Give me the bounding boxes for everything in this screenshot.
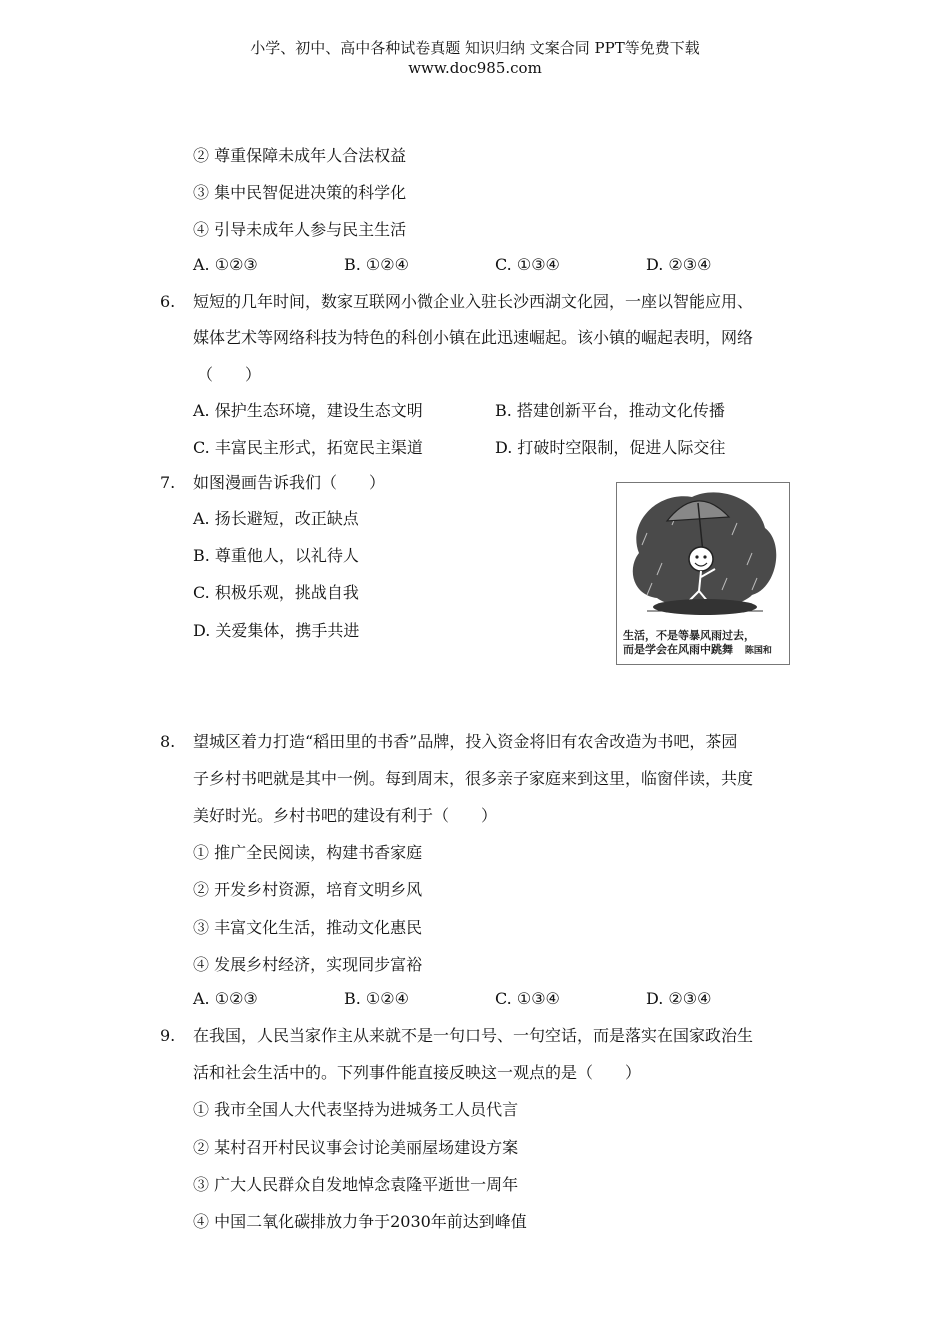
q8-stem-line-2: 子乡村书吧就是其中一例。每到周末，很多亲子家庭来到这里，临窗伴读，共度 — [193, 769, 754, 788]
q5-item-2: ② 尊重保障未成年人合法权益 — [193, 146, 407, 165]
q9-stem-line-1: 在我国，人民当家作主从来就不是一句口号、一句空话，而是落实在国家政治生 — [193, 1026, 754, 1045]
q5-option-c: C. ①③④ — [495, 255, 560, 274]
q8-item-1: ① 推广全民阅读，构建书香家庭 — [193, 843, 423, 862]
q9-item-4: ④ 中国二氧化碳排放力争于2030年前达到峰值 — [193, 1212, 527, 1231]
q6-stem-line-2: 媒体艺术等网络科技为特色的科创小镇在此迅速崛起。该小镇的崛起表明，网络 — [193, 328, 754, 347]
header-url: www.doc985.com — [408, 59, 542, 77]
q6-option-d: D. 打破时空限制，促进人际交往 — [495, 438, 726, 457]
q8-option-a: A. ①②③ — [193, 989, 258, 1008]
q6-number: 6. — [160, 292, 176, 311]
q6-stem-line-3: （ ） — [197, 365, 262, 384]
q7-option-d: D. 关爱集体，携手共进 — [193, 621, 360, 640]
q7-option-a: A. 扬长避短，改正缺点 — [193, 509, 359, 528]
q9-stem-line-2: 活和社会生活中的。下列事件能直接反映这一观点的是（ ） — [193, 1063, 642, 1082]
q9-item-1: ① 我市全国人大代表坚持为进城务工人员代言 — [193, 1100, 519, 1119]
q8-option-d: D. ②③④ — [646, 989, 712, 1008]
q8-item-2: ② 开发乡村资源，培育文明乡风 — [193, 880, 423, 899]
q6-option-a: A. 保护生态环境，建设生态文明 — [193, 401, 423, 420]
q8-option-c: C. ①③④ — [495, 989, 560, 1008]
q8-item-4: ④ 发展乡村经济，实现同步富裕 — [193, 955, 423, 974]
q8-stem-line-3: 美好时光。乡村书吧的建设有利于（ ） — [193, 806, 498, 825]
cartoon-caption-line-2: 而是学会在风雨中跳舞 — [623, 643, 733, 656]
q7-option-c: C. 积极乐观，挑战自我 — [193, 583, 359, 602]
header-line-1: 小学、初中、高中各种试卷真题 知识归纳 文案合同 PPT等免费下载 — [250, 39, 700, 57]
q5-option-d: D. ②③④ — [646, 255, 712, 274]
q8-stem-line-1: 望城区着力打造“稻田里的书香”品牌，投入资金将旧有农舍改造为书吧，茶园 — [193, 732, 738, 751]
q9-number: 9. — [160, 1026, 176, 1045]
cartoon-author: 陈国和 — [744, 646, 772, 656]
q9-item-3: ③ 广大人民群众自发地悼念袁隆平逝世一周年 — [193, 1175, 519, 1194]
q8-number: 8. — [160, 732, 176, 751]
cartoon-figure — [616, 482, 790, 665]
q5-item-4: ④ 引导未成年人参与民主生活 — [193, 220, 407, 239]
q6-option-c: C. 丰富民主形式，拓宽民主渠道 — [193, 438, 423, 457]
q5-option-a: A. ①②③ — [193, 255, 258, 274]
q9-item-2: ② 某村召开村民议事会讨论美丽屋场建设方案 — [193, 1138, 519, 1157]
page-header — [0, 38, 950, 78]
q6-stem-line-1: 短短的几年时间，数家互联网小微企业入驻长沙西湖文化园，一座以智能应用、 — [193, 292, 754, 311]
q7-number: 7. — [160, 473, 176, 492]
q5-item-3: ③ 集中民智促进决策的科学化 — [193, 183, 407, 202]
q8-option-b: B. ①②④ — [344, 989, 409, 1008]
q6-option-b: B. 搭建创新平台，推动文化传播 — [495, 401, 725, 420]
cartoon-caption-line-1: 生活，不是等暴风雨过去， — [623, 629, 755, 642]
q8-item-3: ③ 丰富文化生活，推动文化惠民 — [193, 918, 423, 937]
q7-stem: 如图漫画告诉我们（ ） — [193, 473, 386, 492]
q5-option-b: B. ①②④ — [344, 255, 409, 274]
q7-option-b: B. 尊重他人，以礼待人 — [193, 546, 359, 565]
